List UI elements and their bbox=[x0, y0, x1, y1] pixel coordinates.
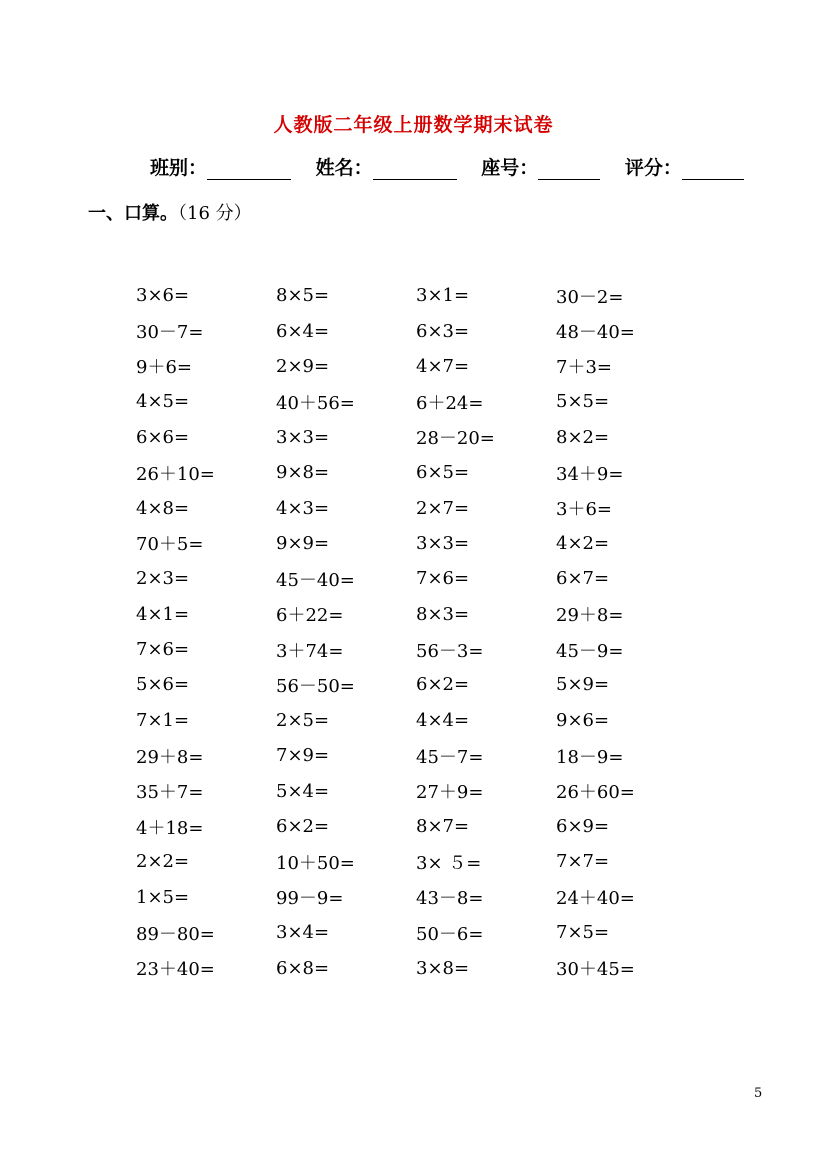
problem: 34＋9= bbox=[556, 463, 624, 485]
problem: 23＋40= bbox=[136, 959, 215, 981]
problem-row bbox=[136, 632, 696, 667]
problem: 6×2= bbox=[276, 816, 330, 838]
problem: 3＋6= bbox=[556, 499, 612, 521]
problem: 29＋8= bbox=[136, 746, 204, 768]
score-label: 评分： bbox=[624, 157, 682, 179]
problem: 3×6= bbox=[136, 285, 190, 307]
problem-row bbox=[136, 455, 696, 490]
problem: 45－7= bbox=[416, 746, 484, 768]
problem: 6×3= bbox=[416, 320, 470, 342]
page-number: 5 bbox=[754, 1086, 763, 1101]
seat-blank bbox=[538, 159, 600, 180]
problem: 27＋9= bbox=[416, 782, 484, 804]
problem: 1×5= bbox=[136, 886, 190, 908]
problem-row bbox=[136, 526, 696, 561]
problem: 3× ５= bbox=[416, 852, 482, 874]
problem: 28－20= bbox=[416, 428, 495, 450]
problem: 10＋50= bbox=[276, 852, 355, 874]
problem: 8×3= bbox=[416, 603, 470, 625]
problem: 7×6= bbox=[136, 639, 190, 661]
problem: 8×7= bbox=[416, 816, 470, 838]
problem: 2×2= bbox=[136, 851, 190, 873]
problem-grid bbox=[136, 278, 696, 986]
problem-row bbox=[136, 738, 696, 773]
problem-row bbox=[136, 667, 696, 702]
seat-label: 座号： bbox=[481, 157, 539, 179]
problem: 8×5= bbox=[276, 285, 330, 307]
page-title: 人教版二年级上册数学期末试卷 bbox=[273, 114, 554, 136]
problem-row bbox=[136, 490, 696, 525]
problem: 4×7= bbox=[416, 355, 470, 377]
problem: 2×9= bbox=[276, 355, 330, 377]
problem: 48－40= bbox=[556, 322, 635, 344]
problem-row bbox=[136, 809, 696, 844]
problem: 9×9= bbox=[276, 532, 330, 554]
problem: 50－6= bbox=[416, 923, 484, 945]
problem-row bbox=[136, 313, 696, 348]
problem-row bbox=[136, 844, 696, 879]
problem: 7×1= bbox=[136, 709, 190, 731]
class-blank bbox=[207, 159, 291, 180]
problem: 7×9= bbox=[276, 745, 330, 767]
problem: 6×6= bbox=[136, 426, 190, 448]
problem: 7×7= bbox=[556, 851, 610, 873]
score-blank bbox=[682, 159, 744, 180]
problem: 43－8= bbox=[416, 888, 484, 910]
class-label: 班别： bbox=[150, 157, 208, 179]
problem-row bbox=[136, 349, 696, 384]
student-info-line bbox=[150, 153, 750, 180]
problem: 4×3= bbox=[276, 497, 330, 519]
problem: 4×5= bbox=[136, 391, 190, 413]
problem-row bbox=[136, 278, 696, 313]
problem: 6×9= bbox=[556, 816, 610, 838]
problem: 4×8= bbox=[136, 497, 190, 519]
problem-row bbox=[136, 915, 696, 950]
problem: 9×8= bbox=[276, 462, 330, 484]
problem: 2×3= bbox=[136, 568, 190, 590]
problem: 56－3= bbox=[416, 640, 484, 662]
problem: 5×5= bbox=[556, 391, 610, 413]
problem-row bbox=[136, 773, 696, 808]
problem: 4×1= bbox=[136, 603, 190, 625]
problem-row bbox=[136, 880, 696, 915]
problem: 45－9= bbox=[556, 640, 624, 662]
problem: 6×8= bbox=[276, 957, 330, 979]
section-heading bbox=[88, 199, 252, 225]
problem: 26＋10= bbox=[136, 463, 215, 485]
problem: 30－7= bbox=[136, 322, 204, 344]
name-blank bbox=[373, 159, 457, 180]
problem: 18－9= bbox=[556, 746, 624, 768]
problem-row bbox=[136, 384, 696, 419]
problem: 7×6= bbox=[416, 568, 470, 590]
problem: 99－9= bbox=[276, 888, 344, 910]
section-points: （16 分） bbox=[178, 203, 252, 224]
problem: 24＋40= bbox=[556, 888, 635, 910]
problem: 4×2= bbox=[556, 532, 610, 554]
problem: 4＋18= bbox=[136, 817, 204, 839]
problem: 70＋5= bbox=[136, 534, 204, 556]
problem: 6＋24= bbox=[416, 392, 484, 414]
section-title: 一、口算。 bbox=[88, 203, 178, 224]
problem-row bbox=[136, 950, 696, 985]
problem: 7＋3= bbox=[556, 357, 612, 379]
problem: 5×6= bbox=[136, 674, 190, 696]
problem-row bbox=[136, 703, 696, 738]
problem: 35＋7= bbox=[136, 782, 204, 804]
problem: 30＋45= bbox=[556, 959, 635, 981]
problem: 29＋8= bbox=[556, 605, 624, 627]
problem: 3×1= bbox=[416, 285, 470, 307]
problem: 3×3= bbox=[276, 426, 330, 448]
problem: 40＋56= bbox=[276, 392, 355, 414]
problem: 89－80= bbox=[136, 923, 215, 945]
problem: 2×7= bbox=[416, 497, 470, 519]
problem: 6×7= bbox=[556, 568, 610, 590]
problem: 3×8= bbox=[416, 957, 470, 979]
problem: 30－2= bbox=[556, 286, 624, 308]
problem: 3＋74= bbox=[276, 640, 344, 662]
problem: 56－50= bbox=[276, 675, 355, 697]
problem: 6＋22= bbox=[276, 605, 344, 627]
problem-row bbox=[136, 420, 696, 455]
problem: 45－40= bbox=[276, 569, 355, 591]
problem: 6×5= bbox=[416, 462, 470, 484]
problem: 3×4= bbox=[276, 922, 330, 944]
problem: 3×3= bbox=[416, 532, 470, 554]
name-label: 姓名： bbox=[315, 157, 373, 179]
problem: 6×2= bbox=[416, 674, 470, 696]
problem: 5×9= bbox=[556, 674, 610, 696]
problem: 26＋60= bbox=[556, 782, 635, 804]
problem: 7×5= bbox=[556, 922, 610, 944]
problem: 6×4= bbox=[276, 320, 330, 342]
problem: 5×4= bbox=[276, 780, 330, 802]
problem: 9＋6= bbox=[136, 357, 192, 379]
problem: 8×2= bbox=[556, 426, 610, 448]
problem-row bbox=[136, 561, 696, 596]
problem: 2×5= bbox=[276, 709, 330, 731]
problem: 4×4= bbox=[416, 709, 470, 731]
problem-row bbox=[136, 597, 696, 632]
problem: 9×6= bbox=[556, 709, 610, 731]
